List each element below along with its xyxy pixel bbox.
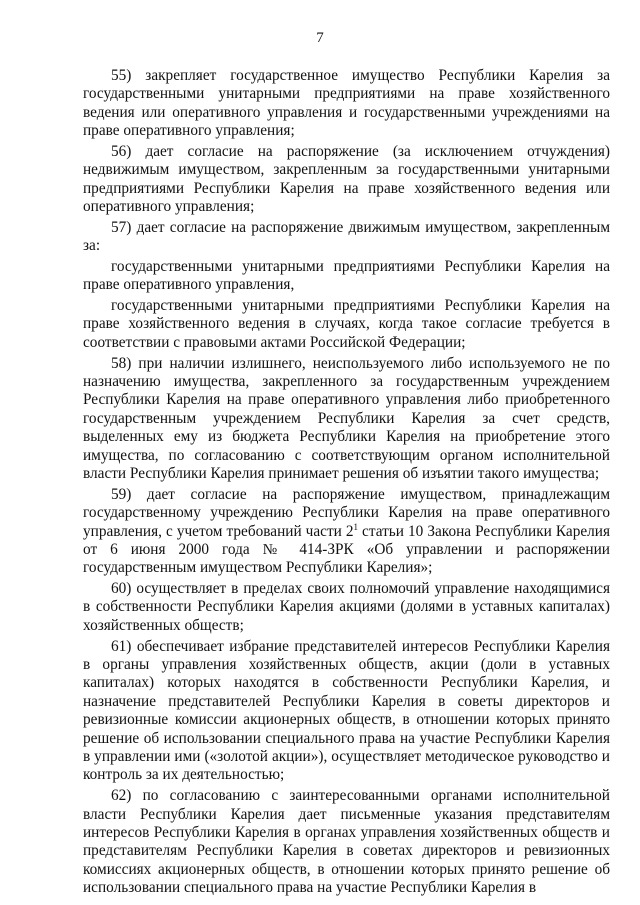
document-body <box>83 67 610 898</box>
paragraph-59-text-after: статьи 10 Закона Республики Карелия от 6 июня 2000 года № 414-ЗРК «Об управлении и распоряжении государственным имуществом Республики Карелия»; <box>83 522 610 577</box>
paragraph-56: 56) дает согласие на распоряжение (за исключением отчуждения) недвижимым имуществом, закрепленным за государственными унитарными предприятиями Республики Карелия на праве хозяйственного ведения или оперативного управления; <box>83 142 610 216</box>
paragraph-57-item-2: государственными унитарными предприятиями Республики Карелия на праве хозяйственного ведения в случаях, когда такое согласие требуется в соответствии с правовыми актами Российской Федерации; <box>83 297 610 351</box>
paragraph-59-text-before: 59) дает согласие на распоряжение имуществом, принадлежащим государственному учреждению Республики Карелия на праве оперативного управления, с учетом требований части 2 <box>83 485 610 540</box>
paragraph-62: 62) по согласованию с заинтересованными органами исполнительной власти Республики Карелия дает письменные указания представителям интересов Республики Карелия в органах управления хозяйственных обществ и представителям Республики Карелия в советах директоров и ревизионных комиссиях акционерных обществ, в отношении которых принято решение об использовании специального права на участие Республики Карелия в <box>83 787 610 897</box>
paragraph-57: 57) дает согласие на распоряжение движимым имуществом, закрепленным за: <box>83 218 610 255</box>
paragraph-58: 58) при наличии излишнего, неиспользуемого либо используемого не по назначению имущества, закрепленного за государственным учреждением Республики Карелия на праве оперативного управления либо приобретенного государственным учреждением Республики Карелия за счет средств, выделенных ему из бюджета Республики Карелия на приобретение этого имущества, по согласованию с соответствующим органом исполнительной власти Республики Карелия принимает решения об изъятии такого имущества; <box>83 354 610 483</box>
paragraph-61: 61) обеспечивает избрание представителей интересов Республики Карелия в органы управления хозяйственных обществ, акции (доли в уставных капиталах) которых находятся в собственности Республики Карелия, и назначение представителей Республики Карелия в советы директоров и ревизионные комиссии акционерных обществ, в отношении которых принято решение об использовании специального права на участие Республики Карелия в управлении ими («золотой акции»), осуществляет методическое руководство и контроль за их деятельностью; <box>83 637 610 784</box>
paragraph-60: 60) осуществляет в пределах своих полномочий управление находящимися в собственности Республики Карелия акциями (долями в уставных капиталах) хозяйственных обществ; <box>83 580 610 634</box>
page-number: 7 <box>316 30 324 46</box>
superscript-index: 1 <box>353 521 359 532</box>
paragraph-57-item-1: государственными унитарными предприятиями Республики Карелия на праве оперативного управления, <box>83 257 610 294</box>
paragraph-55: 55) закрепляет государственное имущество Республики Карелия за государственными унитарными предприятиями на праве хозяйственного ведения или оперативного управления и государственными учреждениями на праве оперативного управления; <box>83 67 610 140</box>
paragraph-59 <box>83 486 610 578</box>
